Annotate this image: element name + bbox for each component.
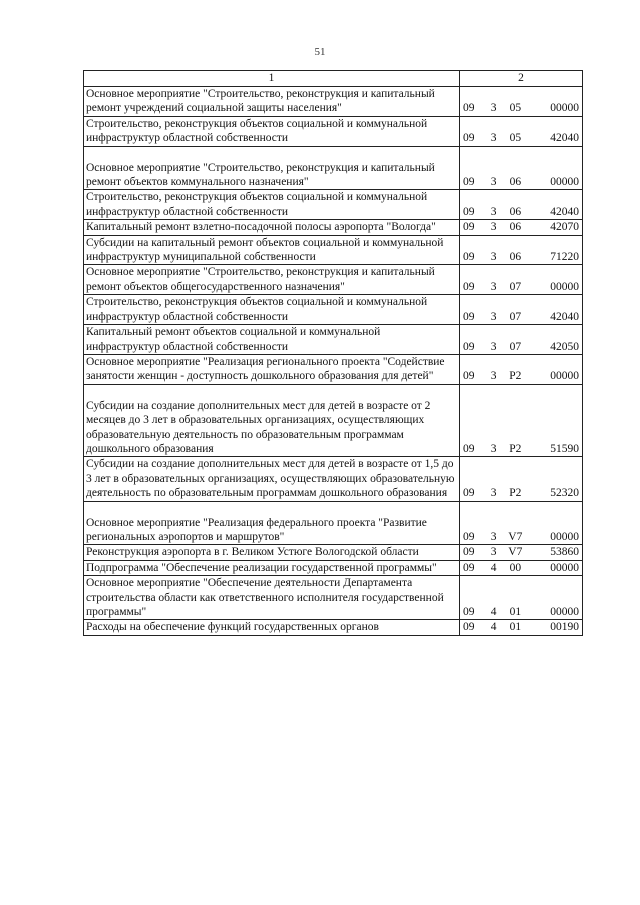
code-subprogram: 3 bbox=[490, 530, 497, 543]
code-program: 09 bbox=[463, 205, 475, 218]
row-description: Подпрограмма "Обеспечение реализации государственной программы" bbox=[84, 560, 460, 575]
code-measure: Р2 bbox=[509, 487, 522, 500]
code-direction: 52320 bbox=[550, 487, 579, 500]
table-header-row bbox=[84, 71, 583, 87]
code-measure: 06 bbox=[509, 176, 522, 189]
code-program: 09 bbox=[463, 132, 475, 145]
code-program: 09 bbox=[463, 251, 475, 264]
row-description: Основное мероприятие "Реализация регионального проекта "Содействие занятости женщин - доступность дошкольного образования для детей" bbox=[84, 354, 460, 384]
code-direction: 51590 bbox=[550, 442, 579, 455]
row-code bbox=[460, 325, 583, 355]
table-row bbox=[84, 560, 583, 575]
code-subprogram: 3 bbox=[490, 102, 497, 115]
row-description: Капитальный ремонт взлетно-посадочной полосы аэропорта "Вологда" bbox=[84, 220, 460, 235]
row-code bbox=[460, 235, 583, 265]
table-row bbox=[84, 146, 583, 190]
code-subprogram: 3 bbox=[490, 280, 497, 293]
table-row bbox=[84, 220, 583, 235]
table-row bbox=[84, 457, 583, 501]
code-measure: V7 bbox=[508, 546, 523, 559]
row-description: Строительство, реконструкция объектов социальной и коммунальной инфраструктур областной собственности bbox=[84, 190, 460, 220]
row-description: Основное мероприятие "Строительство, реконструкция и капитальный ремонт объектов коммунального назначения" bbox=[84, 146, 460, 190]
code-measure: Р2 bbox=[509, 370, 522, 383]
code-subprogram: 3 bbox=[490, 132, 497, 145]
row-description: Субсидии на создание дополнительных мест для детей в возрасте от 2 месяцев до 3 лет в образовательных организациях, осуществляющих образовательную деятельность по образовательным программам дошкольного образования bbox=[84, 384, 460, 457]
code-direction: 53860 bbox=[550, 546, 579, 559]
row-code bbox=[460, 116, 583, 146]
budget-table bbox=[83, 70, 583, 636]
row-code bbox=[460, 265, 583, 295]
code-measure: 05 bbox=[509, 102, 522, 115]
row-code bbox=[460, 146, 583, 190]
code-subprogram: 3 bbox=[490, 221, 497, 234]
code-direction: 00000 bbox=[550, 102, 579, 115]
code-measure: 06 bbox=[509, 251, 522, 264]
code-direction: 42040 bbox=[550, 132, 579, 145]
row-code bbox=[460, 190, 583, 220]
code-subprogram: 3 bbox=[490, 370, 497, 383]
row-code bbox=[460, 560, 583, 575]
row-description: Капитальный ремонт объектов социальной и коммунальной инфраструктур областной собственности bbox=[84, 325, 460, 355]
column-header-1: 1 bbox=[84, 71, 460, 87]
row-code bbox=[460, 576, 583, 620]
row-description: Субсидии на создание дополнительных мест для детей в возрасте от 1,5 до 3 лет в образовательных организациях, осуществляющих образовательную деятельность по образовательным программам дошкольного образования bbox=[84, 457, 460, 501]
table-row bbox=[84, 190, 583, 220]
row-description: Основное мероприятие "Строительство, реконструкция и капитальный ремонт учреждений социальной защиты населения" bbox=[84, 87, 460, 117]
table-row bbox=[84, 545, 583, 560]
code-measure: 01 bbox=[509, 606, 522, 618]
code-measure: Р2 bbox=[509, 442, 522, 455]
code-direction: 42040 bbox=[550, 310, 579, 323]
table-row bbox=[84, 501, 583, 545]
table-row bbox=[84, 87, 583, 117]
table-row bbox=[84, 384, 583, 457]
row-code bbox=[460, 295, 583, 325]
code-measure: 01 bbox=[509, 621, 522, 634]
code-program: 09 bbox=[463, 370, 475, 383]
code-program: 09 bbox=[463, 310, 475, 323]
row-code bbox=[460, 457, 583, 501]
row-description: Строительство, реконструкция объектов социальной и коммунальной инфраструктур областной собственности bbox=[84, 295, 460, 325]
code-subprogram: 4 bbox=[490, 621, 497, 634]
code-direction: 00000 bbox=[550, 561, 579, 574]
code-subprogram: 3 bbox=[490, 251, 497, 264]
code-program: 09 bbox=[463, 546, 475, 559]
row-code bbox=[460, 220, 583, 235]
code-subprogram: 3 bbox=[490, 442, 497, 455]
table-row bbox=[84, 116, 583, 146]
code-measure: V7 bbox=[508, 530, 523, 543]
table-row bbox=[84, 325, 583, 355]
code-program: 09 bbox=[463, 221, 475, 234]
row-description: Субсидии на капитальный ремонт объектов социальной и коммунальной инфраструктур муниципальной собственности bbox=[84, 235, 460, 265]
row-code bbox=[460, 545, 583, 560]
code-direction: 00190 bbox=[550, 621, 579, 634]
code-program: 09 bbox=[463, 561, 475, 574]
code-subprogram: 3 bbox=[490, 205, 497, 218]
code-program: 09 bbox=[463, 176, 475, 189]
code-direction: 00000 bbox=[550, 280, 579, 293]
table-row bbox=[84, 354, 583, 384]
row-code bbox=[460, 354, 583, 384]
code-program: 09 bbox=[463, 606, 475, 618]
code-subprogram: 3 bbox=[490, 310, 497, 323]
code-program: 09 bbox=[463, 102, 475, 115]
code-program: 09 bbox=[463, 340, 475, 353]
code-measure: 07 bbox=[509, 280, 522, 293]
code-measure: 07 bbox=[509, 310, 522, 323]
code-measure: 06 bbox=[509, 205, 522, 218]
table-body bbox=[84, 87, 583, 636]
row-code bbox=[460, 87, 583, 117]
column-header-2: 2 bbox=[460, 71, 583, 87]
page-number: 51 bbox=[314, 46, 326, 58]
row-code bbox=[460, 384, 583, 457]
code-subprogram: 3 bbox=[490, 176, 497, 189]
table-row bbox=[84, 265, 583, 295]
code-program: 09 bbox=[463, 442, 475, 455]
row-description: Реконструкция аэропорта в г. Великом Устюге Вологодской области bbox=[84, 545, 460, 560]
code-direction: 00000 bbox=[550, 176, 579, 189]
row-code bbox=[460, 501, 583, 545]
code-program: 09 bbox=[463, 530, 475, 543]
code-direction: 71220 bbox=[550, 251, 579, 264]
code-program: 09 bbox=[463, 621, 475, 634]
code-direction: 42050 bbox=[550, 340, 579, 353]
code-measure: 05 bbox=[509, 132, 522, 145]
code-direction: 42070 bbox=[550, 221, 579, 234]
code-direction: 00000 bbox=[550, 370, 579, 383]
row-description: Строительство, реконструкция объектов социальной и коммунальной инфраструктур областной собственности bbox=[84, 116, 460, 146]
table-row bbox=[84, 295, 583, 325]
row-description: Основное мероприятие "Обеспечение деятельности Департамента строительства области как ответственного исполнителя государственной программы" bbox=[84, 576, 460, 620]
table-row bbox=[84, 576, 583, 620]
code-direction: 00000 bbox=[550, 530, 579, 543]
code-program: 09 bbox=[463, 487, 475, 500]
row-description: Основное мероприятие "Строительство, реконструкция и капитальный ремонт объектов общегосударственного назначения" bbox=[84, 265, 460, 295]
code-measure: 06 bbox=[509, 221, 522, 234]
code-subprogram: 3 bbox=[490, 340, 497, 353]
table-row bbox=[84, 620, 583, 635]
code-subprogram: 3 bbox=[490, 546, 497, 559]
code-direction: 00000 bbox=[550, 606, 579, 618]
code-measure: 00 bbox=[509, 561, 522, 574]
code-subprogram: 3 bbox=[490, 487, 497, 500]
row-description: Основное мероприятие "Реализация федерального проекта "Развитие региональных аэропортов и маршрутов" bbox=[84, 501, 460, 545]
code-direction: 42040 bbox=[550, 205, 579, 218]
code-program: 09 bbox=[463, 280, 475, 293]
code-measure: 07 bbox=[509, 340, 522, 353]
row-description: Расходы на обеспечение функций государственных органов bbox=[84, 620, 460, 635]
code-subprogram: 4 bbox=[490, 561, 497, 574]
row-code bbox=[460, 620, 583, 635]
table-row bbox=[84, 235, 583, 265]
code-subprogram: 4 bbox=[490, 606, 497, 618]
